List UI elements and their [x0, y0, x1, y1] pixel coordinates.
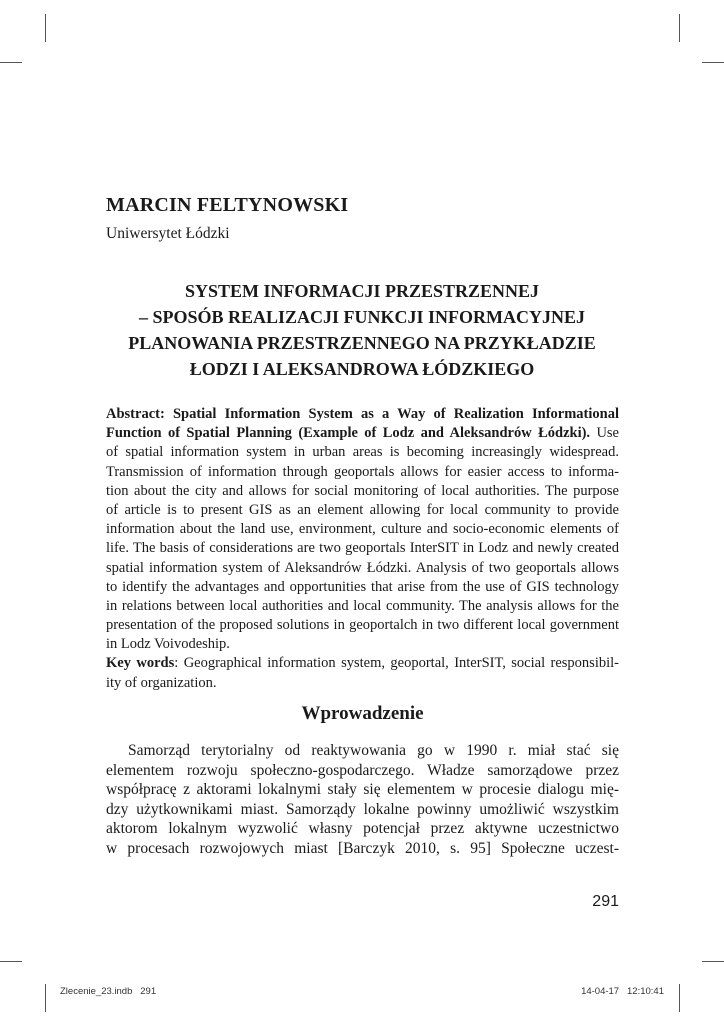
- author-affiliation: Uniwersytet Łódzki: [106, 225, 230, 242]
- article-title: [90, 278, 634, 382]
- crop-mark-right-upper: [702, 62, 724, 63]
- title-line: SYSTEM INFORMACJI PRZESTRZENNEJ: [184, 281, 540, 301]
- abstract-line: of spatial information system in urban areas is becoming increasingly widespread.: [106, 444, 619, 461]
- abstract-line: of article is to present GIS as an element allowing for local community to provide: [106, 501, 619, 518]
- abstract-line: to identify the advantages and opportunities that arise from the use of GIS technology: [106, 578, 619, 595]
- abstract-line: tion about the city and allows for social monitoring of local authorities. The purpose: [106, 482, 619, 499]
- crop-mark-left-lower: [0, 961, 22, 962]
- abstract-heading: Abstract: Spatial Information System as a Way of Realization Informational: [106, 406, 619, 422]
- abstract-line: Transmission of information through geoportals allows for easier access to informa-: [106, 463, 619, 480]
- keywords-label: Key words: [106, 655, 175, 672]
- title-line: ŁODZI I ALEKSANDROWA ŁÓDZKIEGO: [189, 359, 535, 379]
- crop-mark-top-right: [679, 14, 680, 42]
- body-line: dzy użytkownikami miast. Samorządy lokalne powinny umożliwić wszystkim: [106, 800, 619, 818]
- section-heading: Wprowadzenie: [301, 703, 424, 724]
- keywords-line: Key words: Geographical information system, geoportal, InterSIT, social responsibil-: [106, 655, 619, 672]
- page-number: 291: [592, 893, 619, 910]
- abstract-line: life. The basis of considerations are two geoportals InterSIT in Lodz and newly created: [106, 540, 619, 557]
- body-line: współpracę z aktorami lokalnymi stały się elementem w procesie dialogu mię-: [106, 781, 619, 799]
- slug-timestamp: 14-04-17 12:10:41: [581, 986, 664, 997]
- title-line: – SPOSÓB REALIZACJI FUNKCJI INFORMACYJNEJ: [138, 307, 586, 327]
- abstract-line: Function of Spatial Planning (Example of Lodz and Aleksandrów Łódzki). Use: [106, 425, 619, 442]
- abstract-line: information about the land use, environment, culture and socio-economic elements of: [106, 521, 619, 538]
- body-line: Samorząd terytorialny od reaktywowania go w 1990 r. miał stać się: [128, 742, 619, 759]
- crop-mark-right-lower: [702, 961, 724, 962]
- crop-mark-bottom-left: [45, 984, 46, 1012]
- body-line: aktorom lokalnym wyzwolić własny potencjał przez aktywne uczestnictwo: [106, 820, 619, 838]
- abstract-line: in relations between local authorities and local community. The analysis allows for the: [106, 597, 619, 614]
- keywords-line: ity of organization.: [106, 674, 217, 691]
- abstract-line: presentation of the proposed solutions in geoportalch in two different local government: [106, 617, 619, 634]
- body-text: [106, 741, 619, 859]
- crop-mark-bottom-right: [679, 984, 680, 1012]
- abstract-line: in Lodz Voivodeship.: [106, 636, 230, 653]
- slug-file: Zlecenie_23.indb 291: [60, 986, 157, 997]
- crop-mark-left-upper: [0, 62, 22, 63]
- body-line: elementem rozwoju społeczno-gospodarczego. Władze samorządowe przez: [106, 761, 619, 779]
- abstract: [106, 405, 619, 693]
- body-line: w procesach rozwojowych miast [Barczyk 2010, s. 95] Społeczne uczest-: [106, 839, 619, 857]
- abstract-heading-cont: Function of Spatial Planning (Example of Lodz and Aleksandrów Łódzki).: [106, 425, 591, 442]
- crop-mark-top-left: [45, 14, 46, 42]
- abstract-line: spatial information system of Aleksandrów Łódzki. Analysis of two geoportals allows: [106, 559, 619, 576]
- title-line: PLANOWANIA PRZESTRZENNEGO NA PRZYKŁADZIE: [128, 333, 596, 353]
- author-name: MARCIN FELTYNOWSKI: [106, 194, 349, 216]
- abstract-line: [106, 405, 619, 424]
